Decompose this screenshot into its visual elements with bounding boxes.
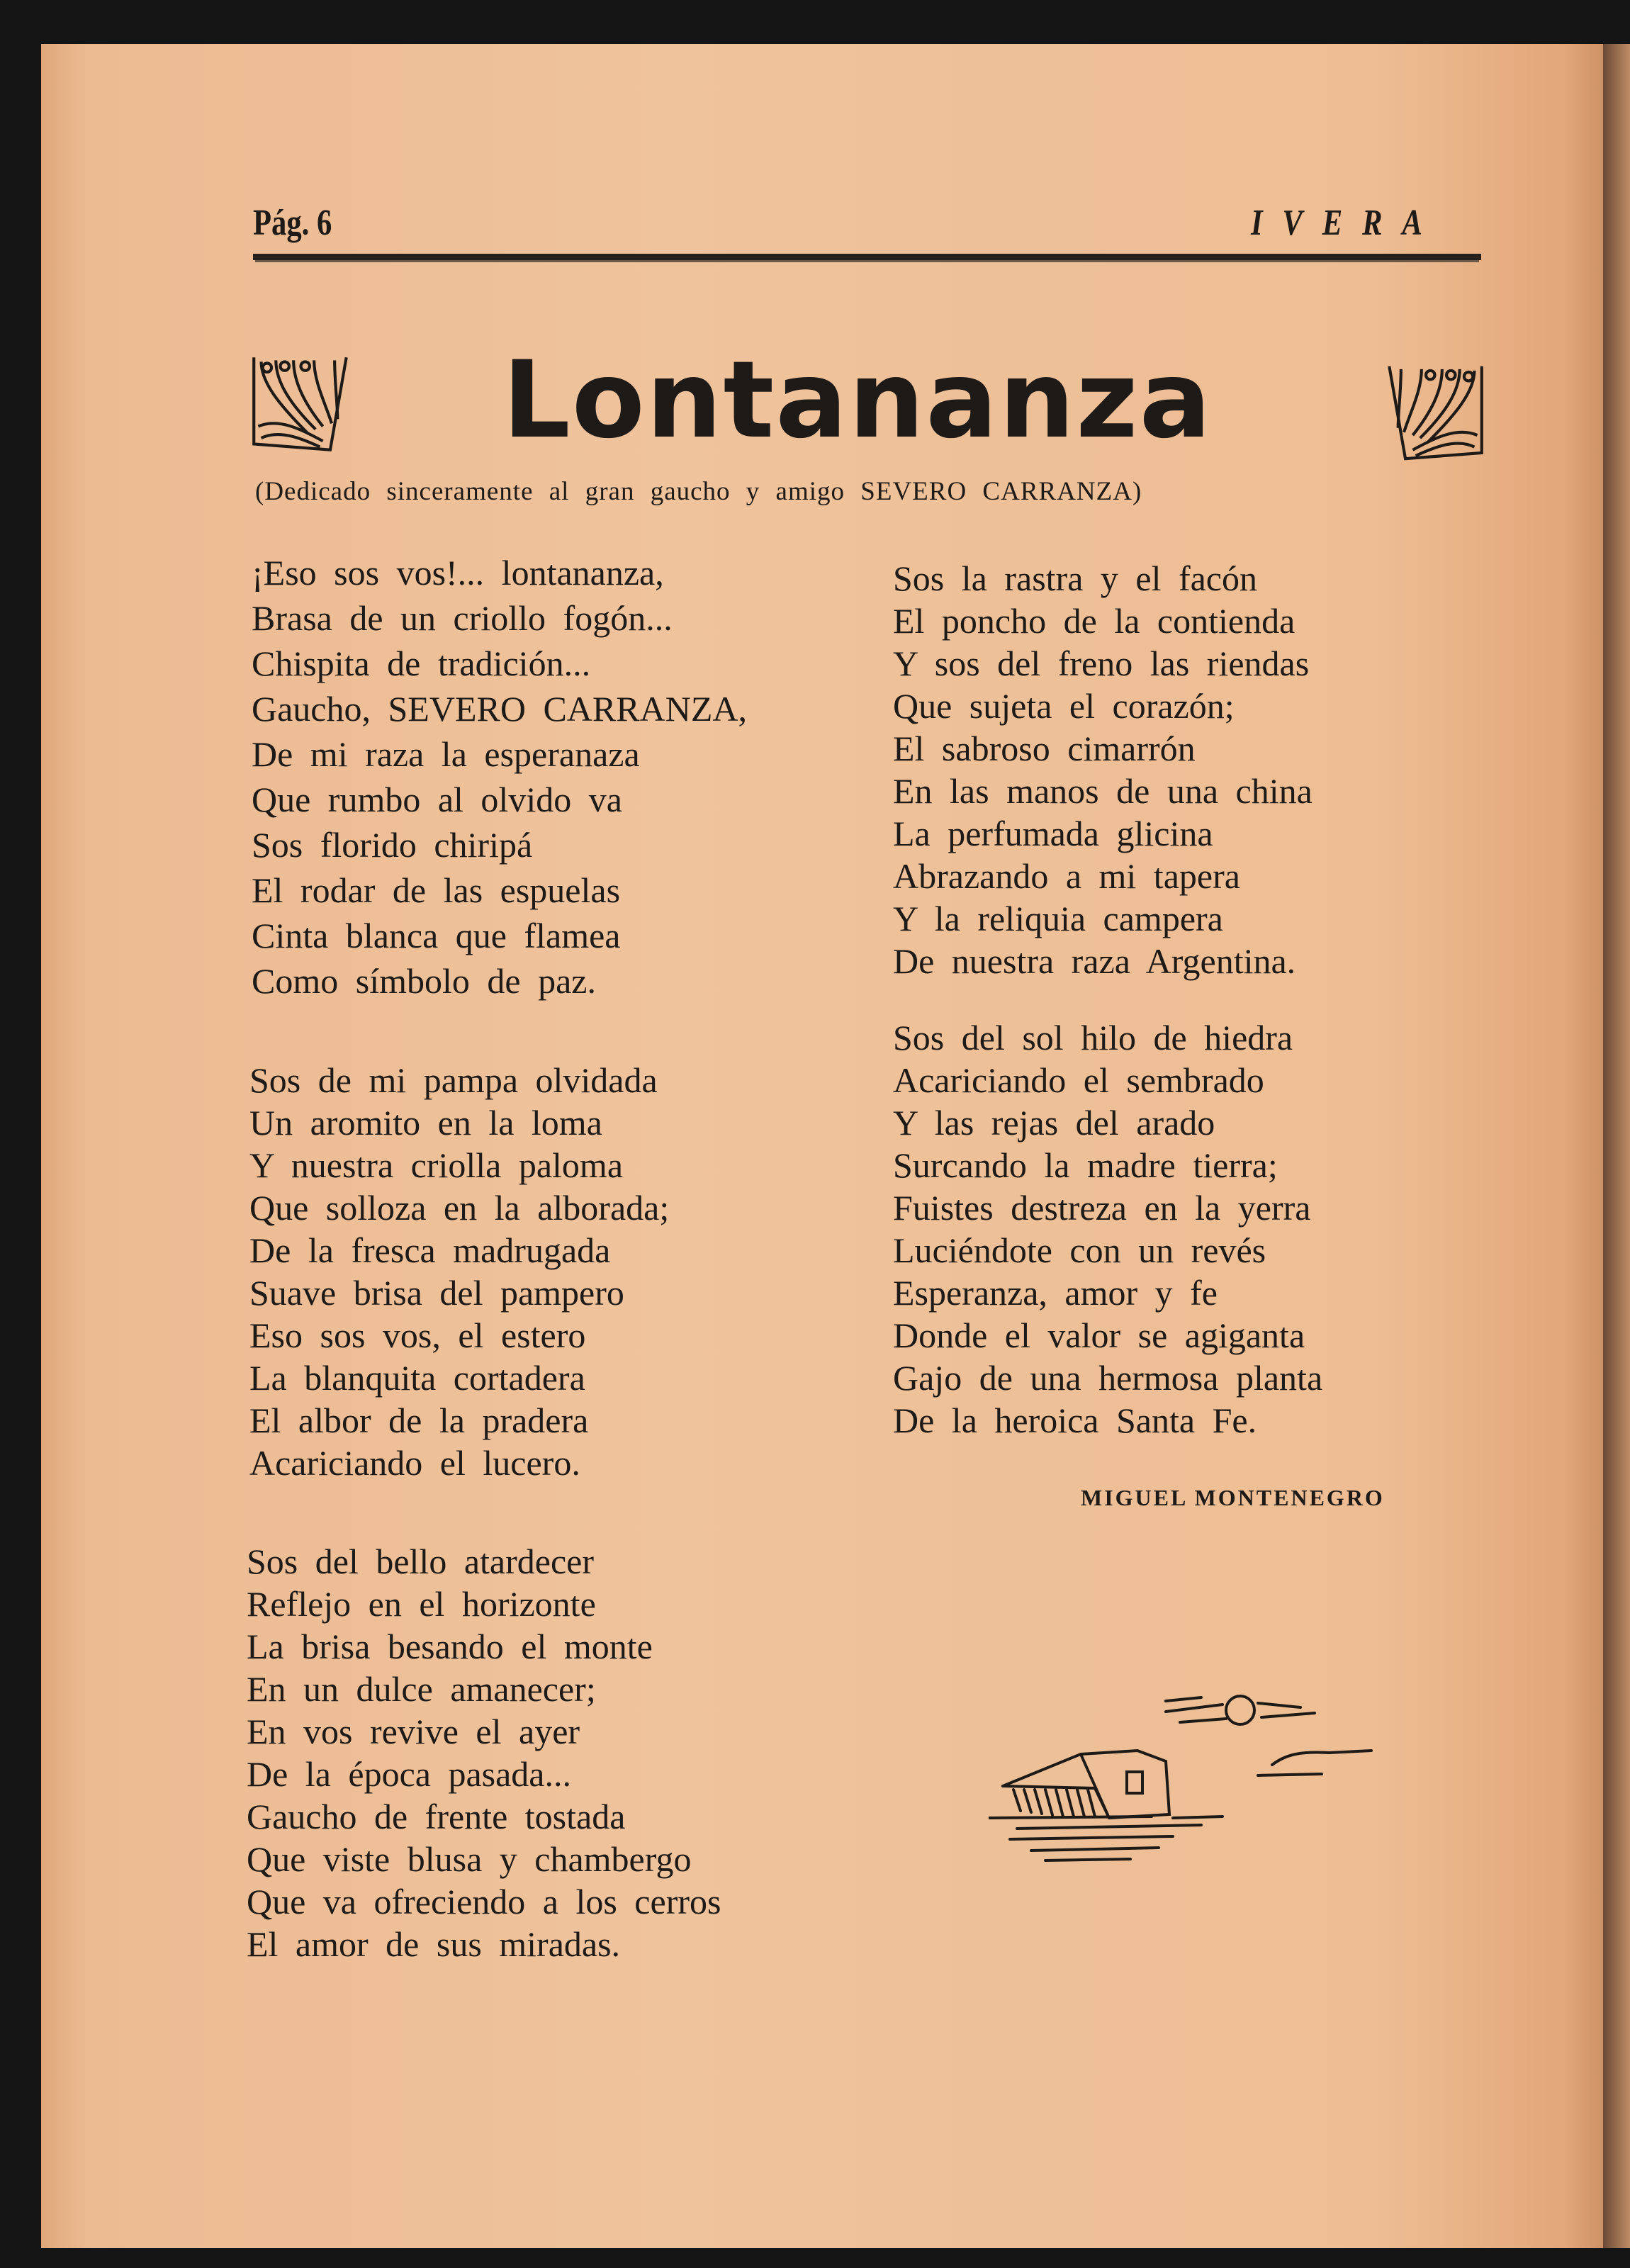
poem-line: Sos florido chiripá	[252, 825, 533, 865]
poem-line: Sos del bello atardecer	[247, 1542, 594, 1581]
dedication: (Dedicado sinceramente al gran gaucho y amigo SEVERO CARRANZA)	[255, 477, 1142, 506]
poem-line: El rodar de las espuelas	[252, 870, 621, 910]
poem-line: El poncho de la contienda	[893, 601, 1295, 641]
poem-line: De mi raza la esperanaza	[252, 734, 640, 774]
poem-line: Abrazando a mi tapera	[893, 856, 1240, 896]
poem-line: Brasa de un criollo fogón...	[252, 598, 673, 638]
poem-line: Sos la rastra y el facón	[893, 558, 1258, 598]
poem-line: Gajo de una hermosa planta	[893, 1358, 1323, 1398]
poem-line: Eso sos vos, el estero	[249, 1315, 586, 1355]
right-ornament-icon	[1383, 360, 1486, 466]
stanza-left-3	[247, 1540, 721, 1965]
poem-line: Esperanza, amor y fe	[893, 1273, 1218, 1313]
poem-line: Que va ofreciendo a los cerros	[247, 1882, 721, 1921]
author-signature: MIGUEL MONTENEGRO	[1081, 1485, 1385, 1510]
page-number: Pág. 6	[253, 203, 332, 243]
poem-line: Acariciando el lucero.	[249, 1443, 580, 1483]
rancho-illustration	[989, 1683, 1386, 1882]
poem-line: La brisa besando el monte	[247, 1627, 653, 1666]
poem-line: De nuestra raza Argentina.	[893, 941, 1296, 981]
poem-line: Como símbolo de paz.	[252, 961, 596, 1001]
poem-line: En un dulce amanecer;	[247, 1669, 596, 1709]
stanza-right-2	[893, 1016, 1322, 1442]
poem-line: Sos de mi pampa olvidada	[249, 1060, 658, 1100]
poem-line: Donde el valor se agiganta	[893, 1315, 1305, 1355]
poem-line: Y las rejas del arado	[893, 1103, 1215, 1143]
poem-line: Reflejo en el horizonte	[247, 1584, 596, 1624]
poem-line: El albor de la pradera	[249, 1400, 589, 1440]
poem-line: Gaucho, SEVERO CARRANZA,	[252, 689, 747, 729]
poem-line: La blanquita cortadera	[249, 1358, 585, 1398]
poem-line: Surcando la madre tierra;	[893, 1145, 1278, 1185]
poem-line: Suave brisa del pampero	[249, 1273, 624, 1313]
poem-line: La perfumada glicina	[893, 814, 1213, 853]
poem-line: Fuistes destreza en la yerra	[893, 1188, 1311, 1228]
poem-line: Y nuestra criolla paloma	[249, 1145, 624, 1185]
poem-line: De la época pasada...	[247, 1754, 571, 1794]
header-rule	[253, 254, 1481, 260]
poem-line: Luciéndote con un revés	[893, 1230, 1266, 1270]
poem-line: Sos del sol hilo de hiedra	[893, 1018, 1293, 1057]
poem-line: Chispita de tradición...	[252, 644, 591, 683]
poem-line: En las manos de una china	[893, 771, 1313, 811]
poem-line: Y sos del freno las riendas	[893, 644, 1310, 683]
poem-line: Que viste blusa y chambergo	[247, 1839, 692, 1879]
poem-line: El amor de sus miradas.	[247, 1924, 621, 1964]
poem-line: De la heroica Santa Fe.	[893, 1400, 1257, 1440]
poem-line: Cinta blanca que flamea	[252, 916, 621, 955]
poem-line: Que solloza en la alborada;	[249, 1188, 670, 1228]
poem-line: Gaucho de frente tostada	[247, 1797, 626, 1836]
stanza-left-2	[249, 1059, 669, 1484]
poem-line: En vos revive el ayer	[247, 1712, 580, 1751]
poem-line: El sabroso cimarrón	[893, 729, 1196, 768]
poem-line: Y la reliquia campera	[893, 899, 1223, 938]
poem-line: Que sujeta el corazón;	[893, 686, 1235, 726]
stanza-right-1	[893, 557, 1313, 982]
poem-line: ¡Eso sos vos!... lontananza,	[252, 553, 664, 593]
poem-line: Un aromito en la loma	[249, 1103, 602, 1143]
stanza-left-1	[252, 550, 747, 1004]
poem-line: Acariciando el sembrado	[893, 1060, 1264, 1100]
magazine-title: IVERA	[1251, 203, 1442, 243]
poem-line: De la fresca madrugada	[249, 1230, 611, 1270]
poem-line: Que rumbo al olvido va	[252, 780, 622, 819]
poem-title: Lontananza	[502, 339, 1213, 462]
